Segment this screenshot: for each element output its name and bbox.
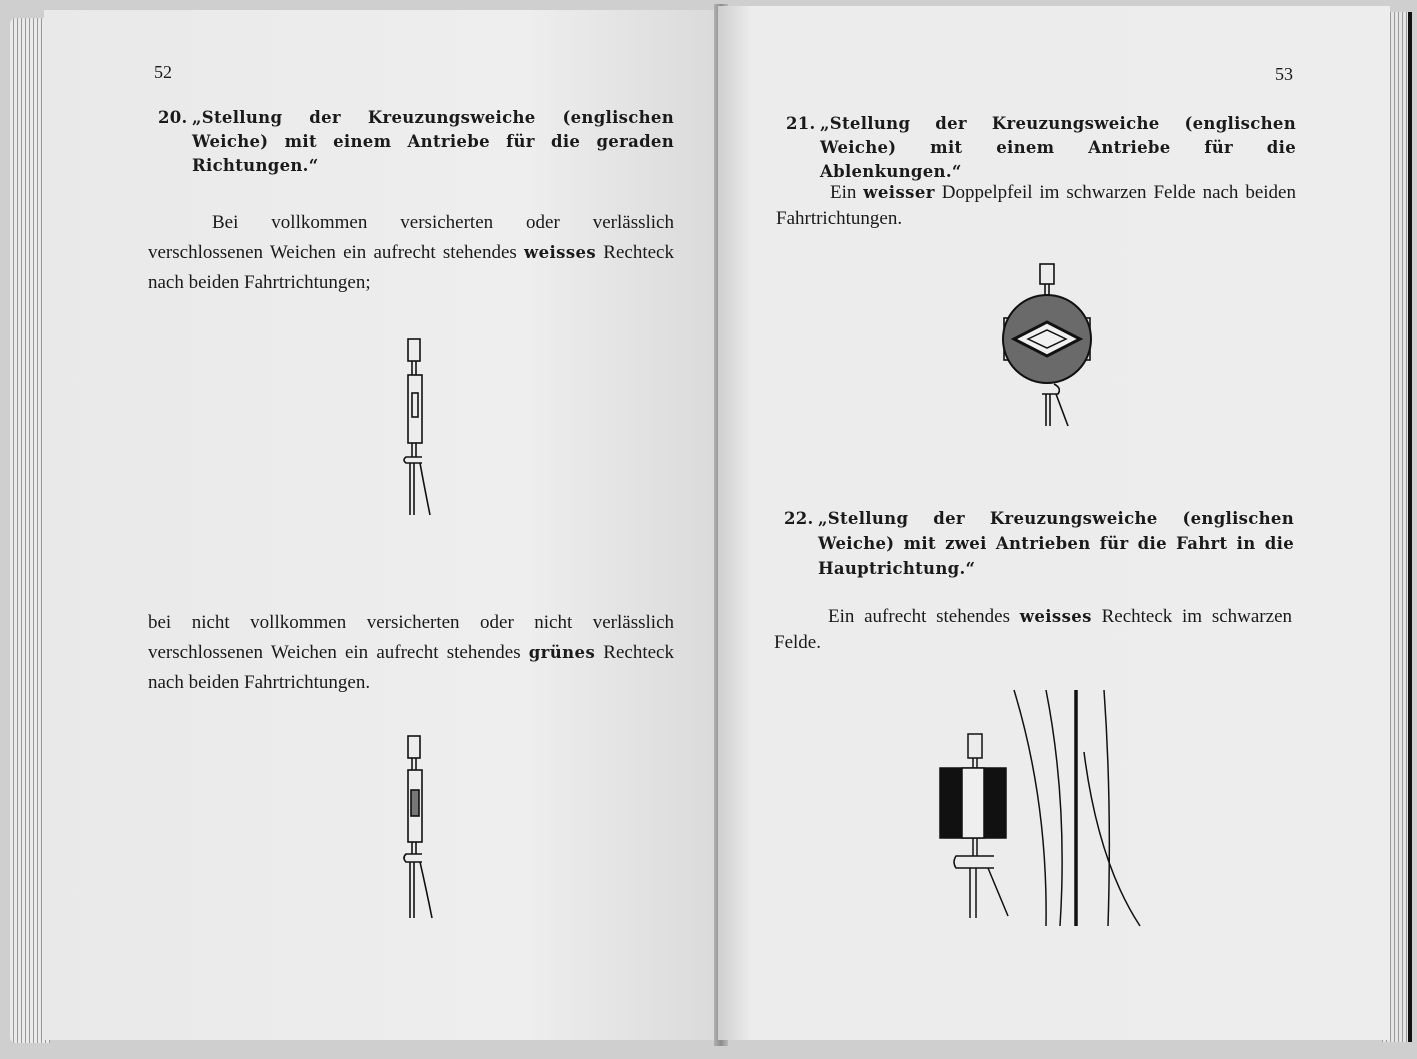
section-21-heading [786, 112, 1296, 184]
section-20-heading [158, 106, 674, 178]
signal-figure-white-rectangle [384, 335, 454, 525]
paragraph-white-rectangle: Bei vollkommen versicherten oder verlässlich verschlossenen Weichen ein aufrecht stehendes weisses Rechteck nach beiden Fahrtrichtungen; [148, 212, 674, 293]
section-21-number: 21. [786, 114, 816, 133]
emphasis-weisses: weisses [523, 243, 597, 262]
signal-figure-tracks [918, 682, 1148, 932]
signal-figure-double-arrow [988, 260, 1108, 430]
page-number-right: 53 [1275, 64, 1293, 84]
paragraph-green-rectangle: bei nicht vollkommen versicherten oder nicht verlässlich verschlossenen Weichen ein aufrecht stehendes grünes Rechteck nach beiden Fahrtrichtungen. [148, 612, 674, 693]
open-book [10, 4, 1410, 1049]
emphasis-weisser: weisser [863, 183, 935, 202]
left-page [44, 10, 730, 1040]
section-22-title: „Stellung der Kreuzungsweiche (englischen Weiche) mit zwei Antrieben für die Fahrt in die Hauptrichtung.“ [818, 509, 1294, 578]
emphasis-weisses-2: weisses [1019, 607, 1092, 626]
section-20-title: „Stellung der Kreuzungsweiche (englischen Weiche) mit einem Antriebe für die geraden Richtungen.“ [192, 108, 674, 175]
signal-figure-green-rectangle [384, 732, 454, 922]
page-number-left: 52 [154, 62, 172, 82]
paragraph-double-arrow: Ein weisser Doppelpfeil im schwarzen Felde nach beiden Fahrtrichtungen. [776, 182, 1296, 229]
emphasis-gruenes: grünes [528, 643, 596, 662]
right-page [718, 6, 1390, 1040]
section-21-title: „Stellung der Kreuzungsweiche (englischen Weiche) mit einem Antriebe für die Ablenkungen.“ [820, 114, 1296, 181]
section-20-number: 20. [158, 108, 188, 127]
paragraph-white-rectangle-black-field: Ein aufrecht stehendes weisses Rechteck im schwarzen Felde. [774, 606, 1293, 653]
section-22-number: 22. [784, 509, 814, 528]
section-22-heading [784, 506, 1294, 581]
